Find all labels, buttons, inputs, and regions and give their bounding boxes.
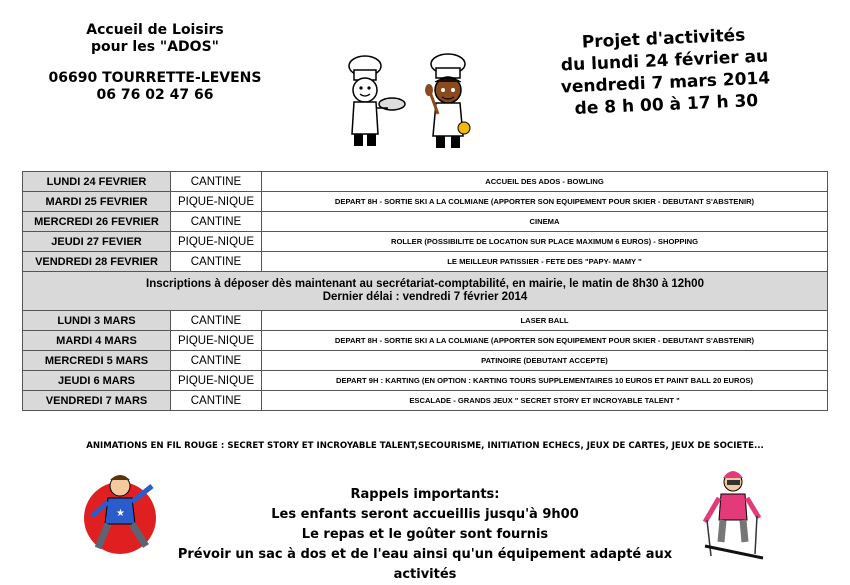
- schedule-meal: CANTINE: [171, 172, 262, 192]
- schedule-meal: PIQUE-NIQUE: [171, 192, 262, 212]
- schedule-meal: PIQUE-NIQUE: [171, 232, 262, 252]
- organizer-name: Accueil de Loisirs: [86, 22, 224, 38]
- schedule-activity: CINEMA: [262, 212, 828, 232]
- schedule-row: [23, 212, 828, 232]
- project-title-line1: Projet d'activités: [581, 25, 746, 53]
- chefs-illustration: [330, 52, 490, 152]
- organizer-phone: 06 76 02 47 66: [96, 87, 214, 103]
- schedule-day: VENDREDI 28 FEVRIER: [23, 252, 171, 272]
- schedule-meal: CANTINE: [171, 311, 262, 331]
- organizer-block: [40, 22, 270, 104]
- schedule-meal: CANTINE: [171, 212, 262, 232]
- schedule-table: [22, 171, 828, 411]
- schedule-meal: CANTINE: [171, 351, 262, 371]
- reminder-equipment: Prévoir un sac à dos et de l'eau ainsi qu'un équipement adapté aux activités: [177, 547, 673, 582]
- schedule-meal: PIQUE-NIQUE: [171, 331, 262, 351]
- project-title-line2: du lundi 24 février au: [560, 46, 769, 76]
- schedule-day: LUNDI 24 FEVRIER: [23, 172, 171, 192]
- schedule-activity: DEPART 9H : KARTING (EN OPTION : KARTING TOURS SUPPLEMENTAIRES 10 EUROS ET PAINT BALL 20 EUROS): [262, 371, 828, 391]
- schedule-row: [23, 311, 828, 331]
- schedule-day: JEUDI 6 MARS: [23, 371, 171, 391]
- schedule-activity: DEPART 8H - SORTIE SKI A LA COLMIANE (APPORTER SON EQUIPEMENT POUR SKIER - DEBUTANT S'ABSTENIR): [262, 192, 828, 212]
- schedule-day: MERCREDI 26 FEVRIER: [23, 212, 171, 232]
- schedule-row: [23, 232, 828, 252]
- registration-notice-row: [23, 272, 828, 311]
- week1-rows: [23, 172, 828, 272]
- skier-icon: [695, 462, 775, 562]
- schedule-day: VENDREDI 7 MARS: [23, 391, 171, 411]
- project-title-line3: vendredi 7 mars 2014: [560, 68, 771, 98]
- schedule-row: [23, 371, 828, 391]
- schedule-day: JEUDI 27 FEVIER: [23, 232, 171, 252]
- registration-notice-line1: Inscriptions à déposer dès maintenant au secrétariat-comptabilité, en mairie, le matin de 8h30 à 12h00: [146, 278, 704, 290]
- important-reminders: [150, 485, 700, 585]
- reminder-arrival: Les enfants seront accueillis jusqu'à 9h00: [271, 507, 579, 522]
- organizer-subtitle: pour les "ADOS": [91, 39, 219, 55]
- schedule-activity: ROLLER (POSSIBILITE DE LOCATION SUR PLACE MAXIMUM 6 EUROS) - SHOPPING: [262, 232, 828, 252]
- registration-deadline: Dernier délai : vendredi 7 février 2014: [322, 291, 528, 303]
- schedule-day: MARDI 25 FEVRIER: [23, 192, 171, 212]
- schedule-activity: DEPART 8H - SORTIE SKI A LA COLMIANE (APPORTER SON EQUIPEMENT POUR SKIER - DEBUTANT S'ABSTENIR): [262, 331, 828, 351]
- schedule-day: LUNDI 3 MARS: [23, 311, 171, 331]
- schedule-row: [23, 172, 828, 192]
- chef-right-icon: [425, 54, 470, 148]
- schedule-activity: LASER BALL: [262, 311, 828, 331]
- reminder-meals: Le repas et le goûter sont fournis: [301, 527, 549, 542]
- registration-notice: [23, 272, 828, 311]
- week2-rows: [23, 311, 828, 411]
- schedule-meal: PIQUE-NIQUE: [171, 371, 262, 391]
- schedule-row: [23, 351, 828, 371]
- schedule-row: [23, 391, 828, 411]
- schedule-row: [23, 192, 828, 212]
- organizer-address: 06690 TOURRETTE-LEVENS: [48, 70, 262, 86]
- fil-rouge-animations: ANIMATIONS EN FIL ROUGE : SECRET STORY ET INCROYABLE TALENT,SECOURISME, INITIATION ECHECS, JEUX DE CARTES, JEUX DE SOCIETE...: [86, 441, 764, 451]
- schedule-day: MERCREDI 5 MARS: [23, 351, 171, 371]
- schedule-row: [23, 331, 828, 351]
- chef-left-icon: [349, 56, 405, 146]
- schedule-activity: PATINOIRE (DEBUTANT ACCEPTE): [262, 351, 828, 371]
- schedule-activity: ESCALADE - GRANDS JEUX " SECRET STORY ET INCROYABLE TALENT ": [262, 391, 828, 411]
- schedule-meal: CANTINE: [171, 391, 262, 411]
- reminders-title: Rappels importants:: [350, 487, 500, 502]
- schedule-activity: ACCUEIL DES ADOS - BOWLING: [262, 172, 828, 192]
- schedule-meal: CANTINE: [171, 252, 262, 272]
- schedule-activity: LE MEILLEUR PATISSIER - FETE DES "PAPY- MAMY ": [262, 252, 828, 272]
- project-title-block: [528, 22, 802, 122]
- schedule-day: MARDI 4 MARS: [23, 331, 171, 351]
- schedule-row: [23, 252, 828, 272]
- project-title-line4: de 8 h 00 à 17 h 30: [574, 90, 759, 119]
- notice-section: [23, 272, 828, 311]
- svg-text:★: ★: [116, 508, 125, 519]
